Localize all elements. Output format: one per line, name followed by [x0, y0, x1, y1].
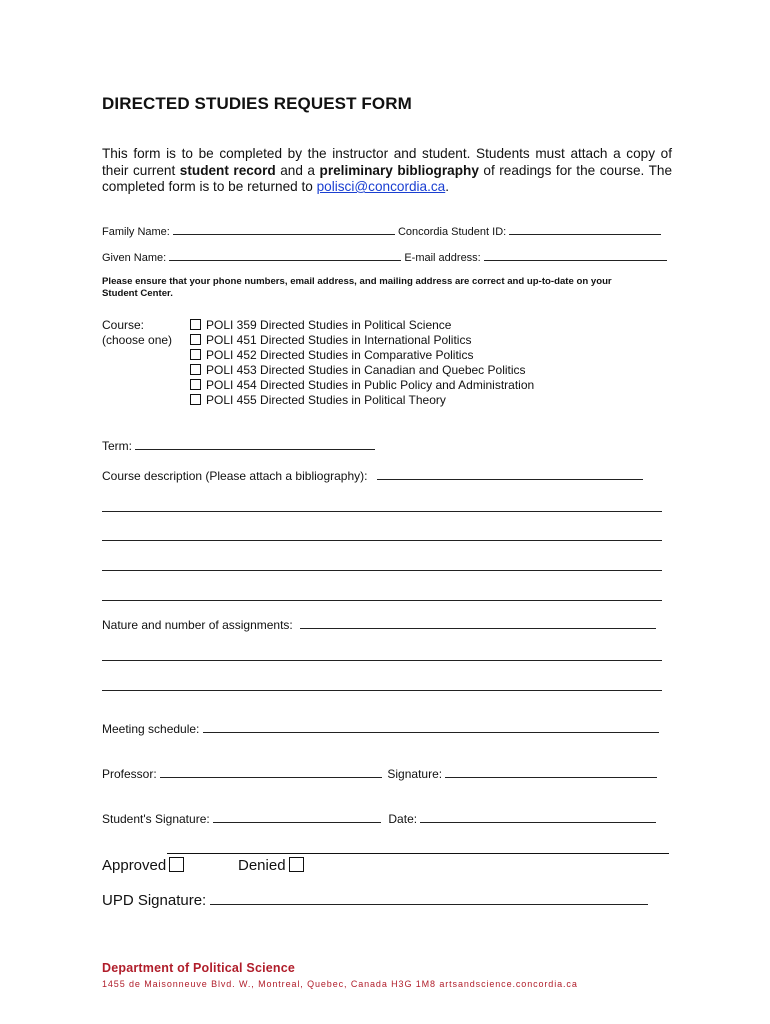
- professor-label: Professor:: [102, 767, 157, 781]
- denied-option[interactable]: [238, 857, 304, 874]
- course-label-group: [102, 318, 172, 348]
- course-option-label: POLI 453 Directed Studies in Canadian and Quebec Politics: [206, 363, 526, 377]
- assignments-field[interactable]: [300, 617, 656, 629]
- intro-paragraph: [102, 146, 672, 196]
- checkbox[interactable]: [190, 349, 201, 360]
- term-label: Term:: [102, 439, 132, 453]
- course-option-label: POLI 455 Directed Studies in Political Theory: [206, 393, 446, 407]
- term-row: [102, 438, 375, 453]
- student-signature-label: Student's Signature:: [102, 812, 210, 826]
- intro-text: and a: [275, 162, 320, 178]
- given-name-row: [102, 249, 667, 264]
- denied-checkbox[interactable]: [289, 857, 304, 872]
- assignments-row: [102, 617, 656, 632]
- family-name-label: Family Name:: [102, 226, 170, 238]
- approval-divider: [167, 853, 669, 854]
- professor-signature-field[interactable]: [445, 766, 657, 778]
- student-signature-field[interactable]: [213, 811, 381, 823]
- intro-text: of readings for the course. The completed form is to be returned to: [102, 162, 672, 194]
- approved-checkbox[interactable]: [169, 857, 184, 872]
- student-id-field[interactable]: [509, 223, 661, 235]
- course-option[interactable]: [190, 363, 534, 378]
- meeting-row: [102, 721, 659, 736]
- course-option-label: POLI 452 Directed Studies in Comparative Politics: [206, 348, 474, 362]
- meeting-field[interactable]: [203, 721, 659, 733]
- checkbox[interactable]: [190, 319, 201, 330]
- form-title: DIRECTED STUDIES REQUEST FORM: [102, 94, 412, 113]
- course-description-line[interactable]: [102, 600, 662, 601]
- email-field[interactable]: [484, 249, 667, 261]
- course-option[interactable]: [190, 333, 534, 348]
- signature-label: Signature:: [387, 767, 443, 781]
- assignments-label: Nature and number of assignments:: [102, 618, 293, 632]
- notice-line: Please ensure that your phone numbers, email address, and mailing address are correct and up-to-date on your: [102, 276, 612, 287]
- professor-row: [102, 766, 657, 781]
- email-label: E-mail address:: [404, 252, 481, 264]
- assignments-line[interactable]: [102, 690, 662, 691]
- student-id-label: Concordia Student ID:: [397, 226, 507, 238]
- course-description-row: [102, 468, 643, 483]
- upd-signature-row: [102, 890, 648, 909]
- term-field[interactable]: [135, 438, 375, 450]
- course-option[interactable]: [190, 393, 534, 408]
- department-name: Department of Political Science: [102, 961, 296, 975]
- approved-label: Approved: [102, 857, 167, 874]
- approved-option[interactable]: [102, 857, 184, 874]
- course-option-label: POLI 451 Directed Studies in International Politics: [206, 333, 472, 347]
- course-option[interactable]: [190, 348, 534, 363]
- course-option[interactable]: [190, 378, 534, 393]
- course-option[interactable]: [190, 318, 534, 333]
- professor-field[interactable]: [160, 766, 382, 778]
- bibliography-emphasis: preliminary bibliography: [319, 162, 479, 178]
- family-name-field[interactable]: [173, 223, 395, 235]
- course-description-line[interactable]: [102, 540, 662, 541]
- course-label: Course:: [102, 318, 145, 332]
- family-name-row: [102, 223, 661, 238]
- course-option-label: POLI 359 Directed Studies in Political Science: [206, 318, 452, 332]
- update-notice: [102, 276, 612, 300]
- course-option-label: POLI 454 Directed Studies in Public Policy and Administration: [206, 378, 535, 392]
- assignments-line[interactable]: [102, 660, 662, 661]
- course-sublabel: (choose one): [102, 333, 173, 347]
- notice-line: Student Center.: [102, 288, 173, 299]
- intro-text: This form is to be completed by the instructor and student. Students must attach a copy of their current: [102, 146, 672, 178]
- checkbox[interactable]: [190, 394, 201, 405]
- department-address: 1455 de Maisonneuve Blvd. W., Montreal, Quebec, Canada H3G 1M8 artsandscience.concordia.ca: [102, 979, 578, 989]
- denied-label: Denied: [238, 857, 286, 874]
- student-record-emphasis: student record: [179, 162, 276, 178]
- intro-text: .: [445, 179, 450, 194]
- given-name-label: Given Name:: [102, 252, 167, 264]
- course-description-line[interactable]: [102, 511, 662, 512]
- meeting-label: Meeting schedule:: [102, 722, 200, 736]
- upd-signature-field[interactable]: [210, 890, 648, 905]
- upd-signature-label: UPD Signature:: [102, 892, 207, 909]
- course-description-field[interactable]: [377, 468, 643, 480]
- course-description-label: Course description (Please attach a bibliography):: [102, 469, 368, 483]
- date-label: Date:: [388, 812, 418, 826]
- email-link[interactable]: polisci@concordia.ca: [316, 179, 446, 194]
- date-field[interactable]: [420, 811, 656, 823]
- given-name-field[interactable]: [169, 249, 401, 261]
- course-description-line[interactable]: [102, 570, 662, 571]
- course-options: [190, 318, 534, 408]
- checkbox[interactable]: [190, 379, 201, 390]
- student-signature-row: [102, 811, 656, 826]
- checkbox[interactable]: [190, 364, 201, 375]
- checkbox[interactable]: [190, 334, 201, 345]
